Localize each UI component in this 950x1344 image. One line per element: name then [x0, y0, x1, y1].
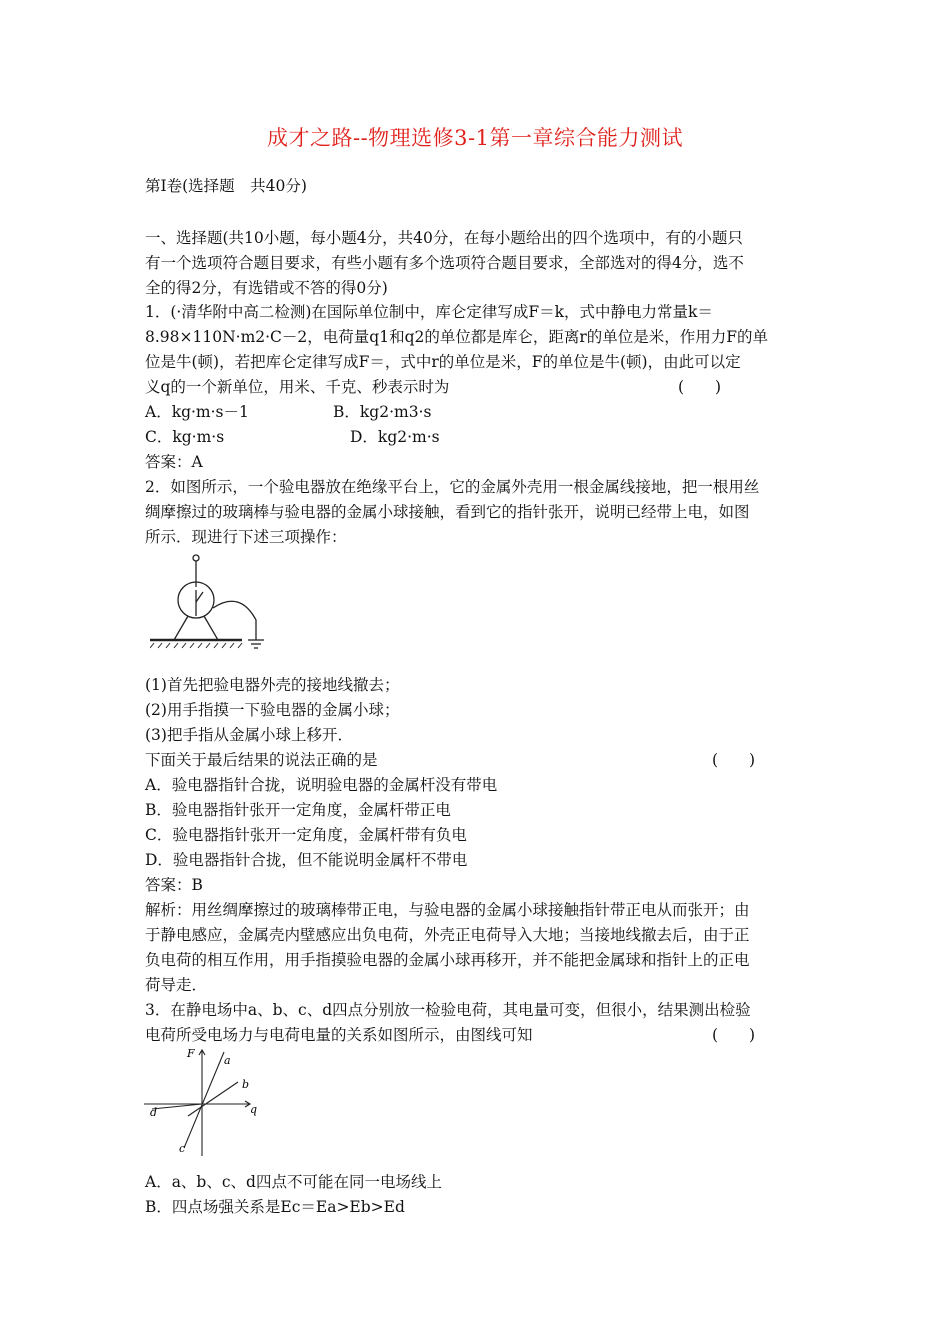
q1-option-d: D．kg2·m·s — [350, 428, 440, 446]
q2-option-d: D．验电器指针合拢，但不能说明金属杆不带电 — [145, 851, 468, 869]
q1-option-a: A．kg·m·s－1 — [145, 403, 249, 421]
q1-text-line: 8.98×110N·m2·C－2，电荷量q1和q2的单位都是库仑，距离r的单位是米，作用力F的单 — [145, 328, 769, 346]
q1-text-line: 1．(·清华附中高二检测)在国际单位制中，库仑定律写成F＝k，式中静电力常量k＝ — [145, 303, 713, 321]
q2-text-line: 绸摩擦过的玻璃棒与验电器的金属小球接触，看到它的指针张开，说明已经带上电，如图 — [145, 503, 750, 521]
line-d — [152, 1104, 202, 1109]
label-b: b — [242, 1078, 250, 1091]
q2-text-line: 所示．现进行下述三项操作： — [145, 528, 347, 546]
q-axis-label: q — [250, 1103, 258, 1116]
q1-answer-blank: ( ) — [678, 378, 722, 396]
q2-step: (2)用手指摸一下验电器的金属小球； — [145, 701, 400, 719]
q2-option-a: A．验电器指针合拢，说明验电器的金属杆没有带电 — [145, 776, 498, 794]
q2-step: (3)把手指从金属小球上移开． — [145, 726, 353, 744]
label-a: a — [224, 1054, 231, 1067]
q2-analysis-line: 荷导走． — [145, 976, 208, 994]
q3-text-line: 3．在静电场中a、b、c、d四点分别放一检验电荷，其电量可变，但很小，结果测出检验 — [145, 1001, 751, 1019]
f-axis-label: F — [187, 1047, 195, 1060]
label-c: c — [179, 1142, 186, 1155]
electroscope-figure — [150, 550, 275, 655]
q3-option-b: B．四点场强关系是Ec＝Ea>Eb>Ed — [145, 1198, 405, 1216]
line-c-b — [188, 1082, 238, 1116]
instructions-line: 一、选择题(共10小题，每小题4分，共40分，在每小题给出的四个选项中，有的小题只 — [145, 229, 743, 247]
q2-option-b: B．验电器指针张开一定角度，金属杆带正电 — [145, 801, 451, 819]
q2-answer-blank: ( ) — [712, 751, 756, 769]
q2-answer: 答案：B — [145, 876, 203, 894]
q1-option-c: C．kg·m·s — [145, 428, 225, 446]
q2-step: (1)首先把验电器外壳的接地线撤去； — [145, 676, 400, 694]
q2-analysis-line: 解析：用丝绸摩擦过的玻璃棒带正电，与验电器的金属小球接触指针带正电从而张开；由 — [145, 901, 750, 919]
q2-analysis-line: 负电荷的相互作用，用手指摸验电器的金属小球再移开，并不能把金属球和指针上的正电 — [145, 951, 750, 969]
q2-analysis-line: 于静电感应，金属壳内壁感应出负电荷，外壳正电荷导入大地；当接地线撤去后，由于正 — [145, 926, 750, 944]
q1-option-b: B．kg2·m3·s — [333, 403, 432, 421]
q2-option-c: C．验电器指针张开一定角度，金属杆带有负电 — [145, 826, 467, 844]
page-title: 成才之路--物理选修3-1第一章综合能力测试 — [266, 126, 683, 150]
q2-text-line: 2．如图所示，一个验电器放在绝缘平台上，它的金属外壳用一根金属线接地，把一根用丝 — [145, 478, 760, 496]
q3-option-a: A．a、b、c、d四点不可能在同一电场线上 — [145, 1173, 442, 1191]
q1-text-line: 位是牛(顿)，若把库仑定律写成F＝，式中r的单位是米，F的单位是牛(顿)，由此可以定 — [145, 353, 741, 371]
q3-text-line: 电荷所受电场力与电荷电量的关系如图所示，由图线可知 — [145, 1026, 533, 1044]
q1-text-line: 义q的一个新单位，用米、千克、秒表示时为 — [145, 378, 450, 396]
instructions-line: 有一个选项符合题目要求，有些小题有多个选项符合题目要求，全部选对的得4分，选不 — [145, 254, 744, 272]
q2-question: 下面关于最后结果的说法正确的是 — [145, 751, 378, 769]
section-heading: 第Ⅰ卷(选择题 共40分) — [145, 177, 307, 195]
q3-answer-blank: ( ) — [712, 1026, 756, 1044]
f-q-graph — [142, 1044, 267, 1159]
q1-answer: 答案：A — [145, 453, 203, 471]
instructions-line: 全的得2分，有选错或不答的得0分) — [145, 279, 388, 297]
label-d: d — [150, 1106, 158, 1119]
line-a — [184, 1052, 224, 1148]
